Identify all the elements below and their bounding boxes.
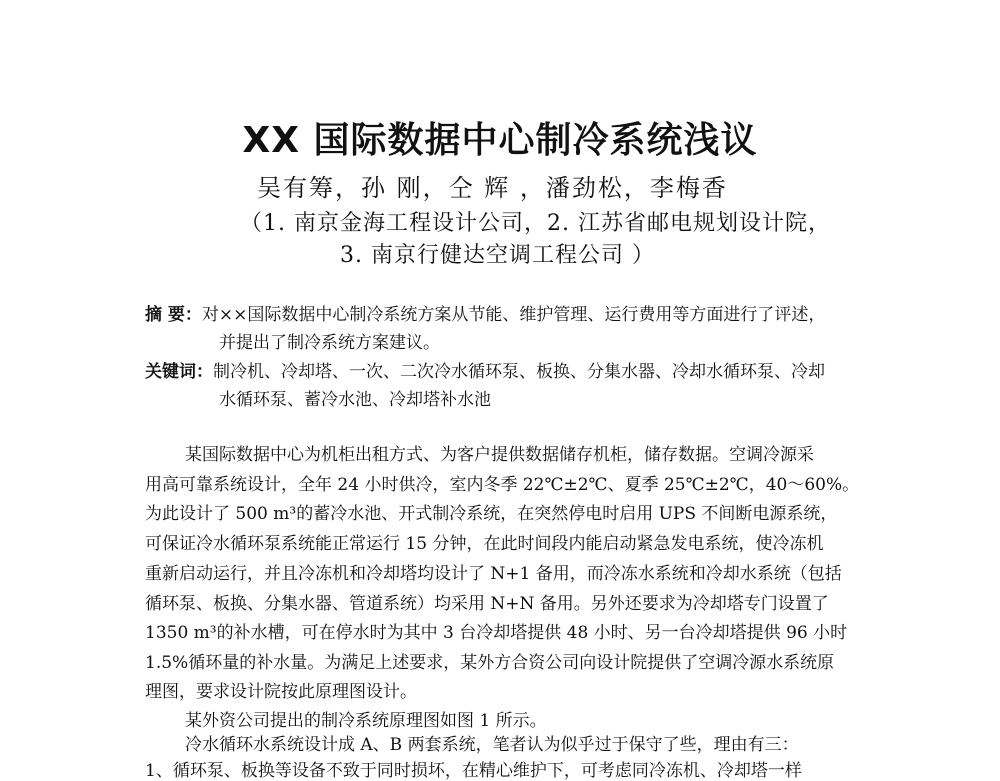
body-line: 冷水循环水系统设计成 A、B 两套系统，笔者认为似乎过于保守了些，理由有三： [185, 735, 799, 755]
abstract-text-1: 对××国际数据中心制冷系统方案从节能、维护管理、运行费用等方面进行了评述， [201, 305, 826, 325]
abstract-label: 摘 要： [145, 305, 202, 325]
paper-title: XX 国际数据中心制冷系统浅议 [242, 120, 758, 161]
body-line: 可保证冷水循环泵系统能正常运行 15 分钟，在此时间段内能启动紧急发电系统，使冷冻机 [145, 534, 824, 554]
body-line: 循环泵、板换、分集水器、管道系统）均采用 N+N 备用。另外还要求为冷却塔专门设置了 [145, 594, 829, 614]
abstract-line-1 [145, 300, 825, 325]
keywords-line-1 [145, 357, 825, 382]
keywords-label: 关键词： [145, 362, 213, 382]
body-line: 用高可靠系统设计，全年 24 小时供冷，室内冬季 22℃±2℃、夏季 25℃±2℃，40～60%。 [145, 475, 860, 495]
body-line: 1.5%循环量的补水量。为满足上述要求，某外方合资公司向设计院提供了空调冷源水系统原 [145, 653, 835, 673]
body-line: 理图，要求设计院按此原理图设计。 [145, 682, 417, 702]
author-list: 吴有筹，孙 刚，仝 辉 ，潘劲松，李梅香 [257, 174, 728, 202]
body-line: 重新启动运行，并且冷冻机和冷却塔均设计了 N+1 备用，而冷冻水系统和冷却水系统（包括 [145, 564, 842, 584]
abstract-text-2: 并提出了制冷系统方案建议。 [219, 333, 440, 353]
affiliation-line-1: （1. 南京金海工程设计公司，2. 江苏省邮电规划设计院， [240, 211, 831, 236]
body-line: 为此设计了 500 m³的蓄冷水池、开式制冷系统，在突然停电时启用 UPS 不间断电源系统， [145, 504, 838, 524]
body-line: 1350 m³的补水槽，可在停水时为其中 3 台冷却塔提供 48 小时、另一台冷却塔提供 96 小时 [145, 623, 848, 643]
affiliation-line-2: 3. 南京行健达空调工程公司 ） [340, 243, 655, 268]
keywords-text-1: 制冷机、冷却塔、一次、二次冷水循环泵、板换、分集水器、冷却水循环泵、冷却 [213, 362, 825, 382]
keywords-text-2: 水循环泵、蓄冷水池、冷却塔补水池 [219, 390, 491, 410]
body-line: 某国际数据中心为机柜出租方式、为客户提供数据储存机柜，储存数据。空调冷源采 [185, 445, 814, 465]
body-line: 某外资公司提出的制冷系统原理图如图 1 所示。 [185, 711, 547, 731]
body-line: 1、循环泵、板换等设备不致于同时损坏，在精心维护下，可考虑同冷冻机、冷却塔一样 [145, 761, 802, 781]
